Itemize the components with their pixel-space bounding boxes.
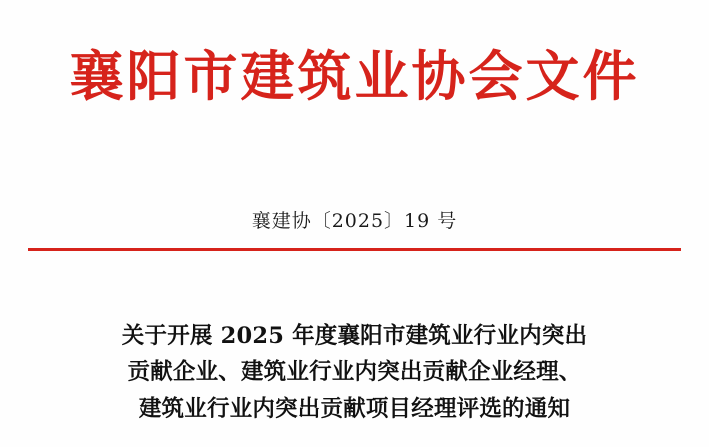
document-title <box>58 318 651 427</box>
document-masthead <box>0 44 709 110</box>
red-divider-rule <box>28 248 681 251</box>
document-title-line-1: 关于开展 2025 年度襄阳市建筑业行业内突出 <box>121 323 588 349</box>
masthead-title: 襄阳市建筑业协会文件 <box>69 44 640 108</box>
document-title-line-3: 建筑业行业内突出贡献项目经理评选的通知 <box>138 395 571 422</box>
document-title-line-2: 贡献企业、建筑业行业内突出贡献企业经理、 <box>127 359 582 386</box>
document-number: 襄建协〔2025〕19 号 <box>251 210 458 232</box>
